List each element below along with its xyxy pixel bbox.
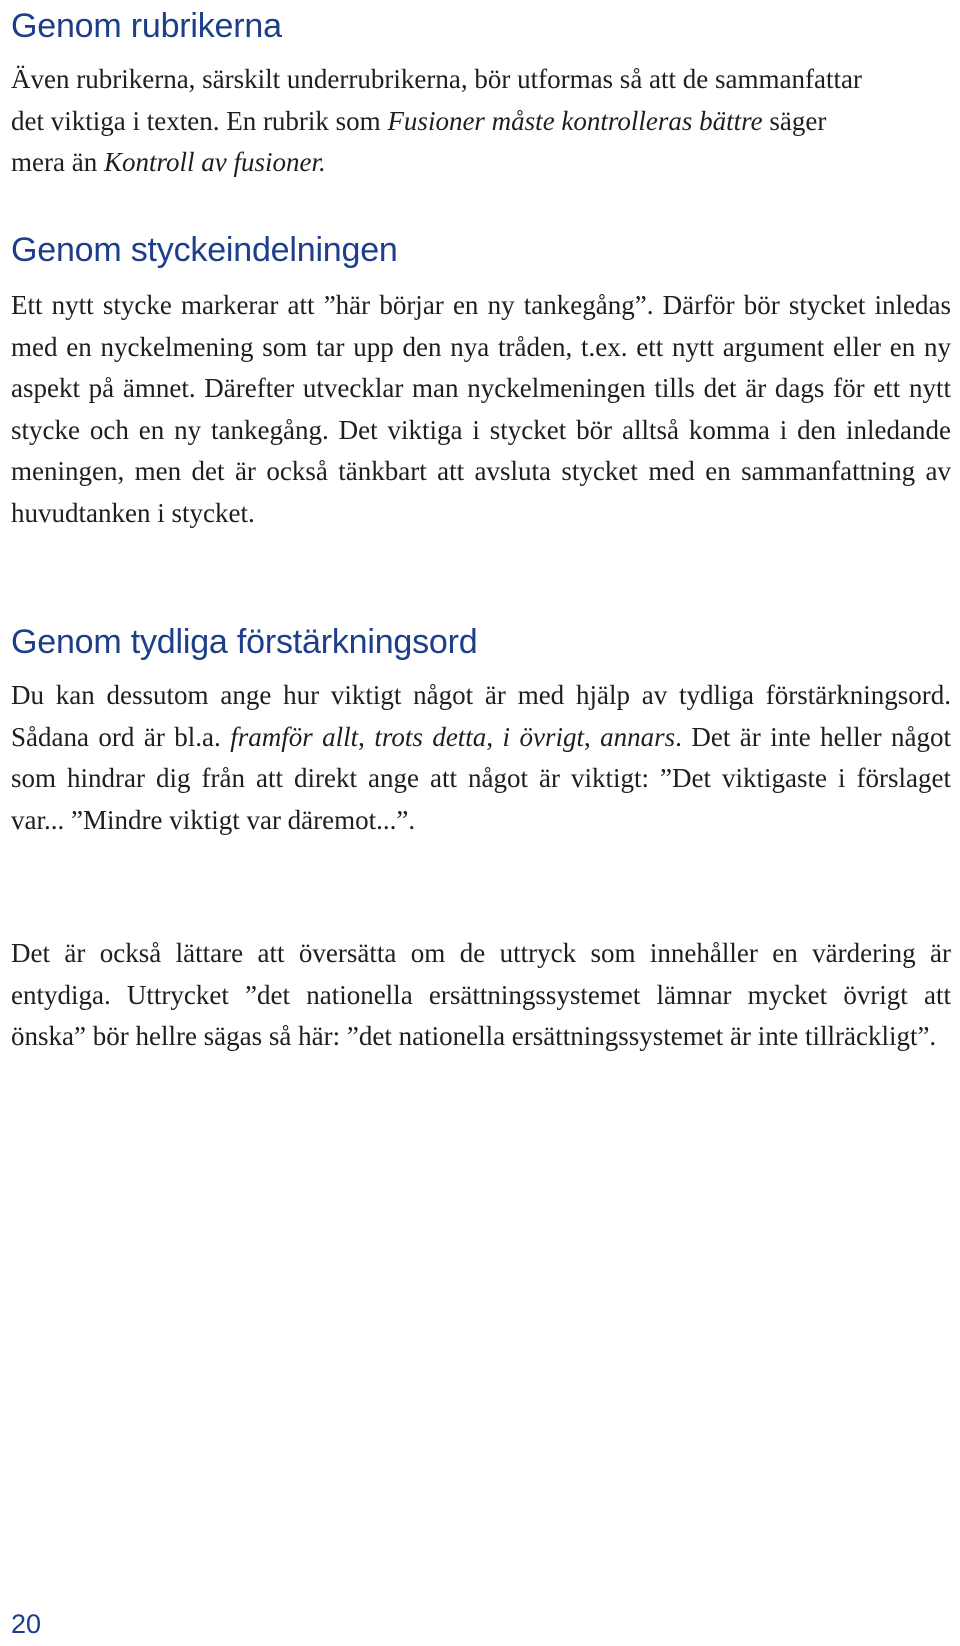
text-run: säger mera än [11, 105, 827, 177]
section-heading-styckeindelningen: Genom styckeindelningen [11, 231, 398, 269]
paragraph-vardering: Det är också lättare att översätta om de uttryck som innehåller en värdering är entydiga. Uttrycket ”det nationella ersättningssystemet lämnar mycket övrigt att önska” bör hellre sägas så här: ”det nationella ersättningssystemet är inte tillräckligt”. [11, 938, 951, 1051]
text-run: Även rubrikerna, särskilt underrubrikerna, bör utformas så att de sammanfattar det viktiga i texten. En rubrik som [11, 64, 862, 136]
paragraph-styckeindelningen: Ett nytt stycke markerar att ”här börjar en ny tankegång”. Därför bör stycket inledas med en nyckelmening som tar upp den nya tråden, t.ex. ett nytt argument eller en ny aspekt på ämnet. Därefter utvecklar man nyckelmeningen tills det är dags för ett nytt stycke och en ny tankegång. Det viktiga i stycket bör alltså komma i den inledande meningen, men det är också tänkbart att avsluta stycket med en sammanfattning av huvudtanken i stycket. [11, 290, 951, 528]
text-run: , [583, 721, 601, 752]
section-heading-forstarkningsord: Genom tydliga förstärkningsord [11, 623, 478, 661]
italic-example: framför allt [230, 721, 359, 752]
section-heading-rubrikerna: Genom rubrikerna [11, 7, 282, 45]
text-run: . Det är inte heller något som hindrar dig från att direkt ange att något är viktigt: ”Det viktigaste i förslaget var... ”Mindre viktigt var däremot...”. [11, 721, 952, 835]
italic-example: trots detta [374, 721, 487, 752]
page-number: 20 [11, 1609, 42, 1639]
text-run: , [358, 721, 375, 752]
text-run: Du kan dessutom ange hur viktigt något är med hjälp av tydliga förstärkningsord. Sådana ord är bl.a. [11, 680, 951, 752]
paragraph-forstarkningsord [11, 675, 951, 841]
italic-example: i övrigt [502, 721, 584, 752]
italic-example: Fusioner måste kontrolleras bättre [387, 105, 763, 136]
italic-example: Kontroll av fusioner. [103, 147, 326, 177]
text-run: , [486, 721, 503, 752]
paragraph-rubrikerna [11, 59, 871, 184]
italic-example: annars [600, 721, 676, 752]
